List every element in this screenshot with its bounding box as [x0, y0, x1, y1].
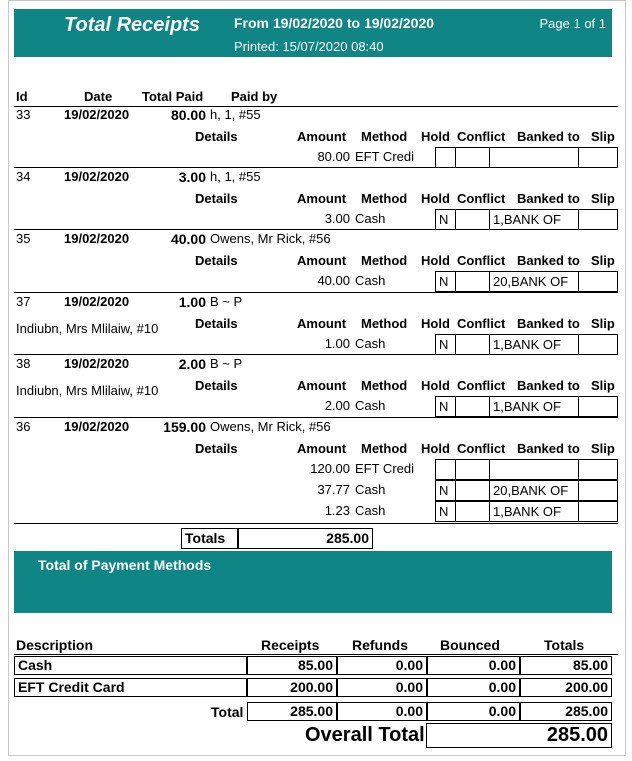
summary-header-refunds: Refunds: [352, 637, 408, 653]
detail-header-amount: Amount: [297, 253, 347, 268]
detail-header-banked-to: Banked to: [517, 378, 580, 393]
receipt-note: Indiubn, Mrs Mlilaiw, #10: [16, 383, 159, 398]
line-method: Cash: [355, 211, 386, 226]
detail-header-conflict: Conflict: [457, 129, 506, 144]
line-hold: [435, 459, 456, 480]
line-conflict: [455, 147, 490, 168]
receipt-paid-by: B ~ P: [210, 294, 243, 309]
line-method: Cash: [355, 398, 386, 413]
line-method: Cash: [355, 336, 386, 351]
detail-header-banked-to: Banked to: [517, 191, 580, 206]
col-header-id: Id: [16, 89, 28, 104]
detail-header-amount: Amount: [297, 129, 347, 144]
detail-header-amount: Amount: [297, 191, 347, 206]
detail-header-slip: Slip: [591, 316, 615, 331]
receipt-date: 19/02/2020: [64, 294, 130, 309]
summary-total-totals: 285.00: [520, 702, 612, 721]
col-header-date: Date: [84, 89, 113, 104]
totals-value: 285.00: [238, 528, 373, 549]
line-amount: 37.77: [317, 482, 350, 497]
line-hold: N: [435, 396, 456, 417]
detail-header-slip: Slip: [591, 441, 615, 456]
summary-bounced-cell: 0.00: [427, 678, 520, 697]
detail-header-hold: Hold: [421, 253, 450, 268]
detail-header-details: Details: [195, 129, 238, 144]
line-amount: 1.23: [324, 503, 350, 518]
summary-header-receipts: Receipts: [261, 637, 320, 653]
receipt-paid-by: Owens, Mr Rick, #56: [210, 419, 331, 434]
date-range: From 19/02/2020 to 19/02/2020: [234, 15, 435, 31]
line-conflict: [455, 501, 490, 522]
line-slip: [578, 147, 618, 168]
receipt-paid-by: Owens, Mr Rick, #56: [210, 231, 331, 246]
receipt-date: 19/02/2020: [64, 107, 130, 122]
detail-header-conflict: Conflict: [457, 378, 506, 393]
receipt-total: 159.00: [163, 419, 206, 435]
line-banked-to: [489, 459, 579, 480]
receipt-id: 36: [16, 419, 31, 434]
detail-header-banked-to: Banked to: [517, 253, 580, 268]
line-amount: 3.00: [324, 211, 350, 226]
line-conflict: [455, 209, 490, 230]
detail-header-amount: Amount: [297, 316, 347, 331]
summary-receipts-cell: 200.00: [247, 678, 337, 697]
summary-description-cell: EFT Credit Card: [14, 678, 247, 697]
line-slip: [578, 480, 618, 501]
summary-bounced-cell: 0.00: [427, 656, 520, 675]
detail-header-method: Method: [361, 378, 408, 393]
receipt-id: 34: [16, 169, 31, 184]
summary-header-description: Description: [16, 637, 94, 653]
line-method: EFT Credi: [355, 149, 414, 164]
receipt-paid-by: B ~ P: [210, 356, 243, 371]
line-amount: 80.00: [317, 149, 350, 164]
summary-total-label: Total: [211, 704, 244, 720]
detail-header-hold: Hold: [421, 441, 450, 456]
overall-total-value: 285.00: [426, 723, 612, 748]
detail-header-conflict: Conflict: [457, 253, 506, 268]
overall-total-label: Overall Total: [305, 724, 425, 746]
detail-header-hold: Hold: [421, 378, 450, 393]
detail-header-slip: Slip: [591, 191, 615, 206]
line-banked-to: 20,BANK OF: [489, 480, 579, 501]
line-hold: N: [435, 271, 456, 292]
line-conflict: [455, 271, 490, 292]
detail-header-slip: Slip: [591, 253, 615, 268]
detail-header-method: Method: [361, 316, 408, 331]
receipt-rule: [14, 229, 618, 230]
line-hold: N: [435, 334, 456, 355]
payment-methods-title: Total of Payment Methods: [38, 557, 212, 573]
summary-refunds-cell: 0.00: [337, 678, 427, 697]
line-amount: 1.00: [324, 336, 350, 351]
summary-receipts-cell: 85.00: [247, 656, 337, 675]
printed-timestamp: Printed: 15/07/2020 08:40: [234, 39, 384, 54]
line-amount: 2.00: [324, 398, 350, 413]
detail-header-method: Method: [361, 129, 408, 144]
line-banked-to: 1,BANK OF: [489, 209, 579, 230]
line-conflict: [455, 459, 490, 480]
line-hold: [435, 147, 456, 168]
receipt-rule: [14, 167, 618, 168]
line-slip: [578, 459, 618, 480]
line-slip: [578, 396, 618, 417]
line-hold: N: [435, 501, 456, 522]
receipt-date: 19/02/2020: [64, 231, 130, 246]
detail-header-hold: Hold: [421, 316, 450, 331]
summary-header-bounced: Bounced: [440, 637, 500, 653]
receipt-total: 80.00: [170, 107, 206, 123]
totals-label: Totals: [181, 528, 238, 549]
receipt-paid-by: h, 1, #55: [210, 107, 261, 122]
line-hold: N: [435, 480, 456, 501]
detail-header-banked-to: Banked to: [517, 129, 580, 144]
detail-header-conflict: Conflict: [457, 191, 506, 206]
line-banked-to: 20,BANK OF: [489, 271, 579, 292]
line-banked-to: 1,BANK OF: [489, 501, 579, 522]
detail-header-banked-to: Banked to: [517, 441, 580, 456]
summary-totals-cell: 85.00: [520, 656, 612, 675]
detail-header-slip: Slip: [591, 378, 615, 393]
summary-header-totals: Totals: [544, 637, 585, 653]
receipt-total: 3.00: [178, 169, 206, 185]
receipt-rule: [14, 292, 618, 293]
line-method: Cash: [355, 482, 386, 497]
receipt-rule: [14, 354, 618, 355]
detail-header-conflict: Conflict: [457, 441, 506, 456]
line-conflict: [455, 396, 490, 417]
detail-header-details: Details: [195, 191, 238, 206]
line-conflict: [455, 334, 490, 355]
line-amount: 40.00: [317, 273, 350, 288]
payment-methods-band: [14, 551, 612, 613]
line-slip: [578, 271, 618, 292]
summary-description-cell: Cash: [14, 656, 247, 675]
receipt-date: 19/02/2020: [64, 169, 130, 184]
detail-header-method: Method: [361, 253, 408, 268]
receipt-id: 33: [16, 107, 31, 122]
report-title: Total Receipts: [64, 14, 200, 36]
receipt-id: 35: [16, 231, 31, 246]
line-method: EFT Credi: [355, 461, 414, 476]
detail-header-hold: Hold: [421, 129, 450, 144]
detail-header-method: Method: [361, 441, 408, 456]
detail-header-details: Details: [195, 253, 238, 268]
summary-totals-cell: 200.00: [520, 678, 612, 697]
line-method: Cash: [355, 273, 386, 288]
summary-total-bounced: 0.00: [427, 702, 520, 721]
line-amount: 120.00: [310, 461, 350, 476]
summary-header-rule: [14, 654, 618, 655]
totals-rule: [14, 523, 618, 524]
detail-header-slip: Slip: [591, 129, 615, 144]
line-method: Cash: [355, 503, 386, 518]
line-slip: [578, 501, 618, 522]
line-hold: N: [435, 209, 456, 230]
report-header: [14, 9, 612, 57]
line-slip: [578, 334, 618, 355]
page-number: Page 1 of 1: [539, 16, 606, 31]
receipt-paid-by: h, 1, #55: [210, 169, 261, 184]
receipt-rule: [14, 417, 618, 418]
receipt-date: 19/02/2020: [64, 356, 130, 371]
detail-header-details: Details: [195, 441, 238, 456]
detail-header-banked-to: Banked to: [517, 316, 580, 331]
line-banked-to: 1,BANK OF: [489, 334, 579, 355]
detail-header-amount: Amount: [297, 441, 347, 456]
receipt-total: 40.00: [170, 231, 206, 247]
line-banked-to: [489, 147, 579, 168]
detail-header-details: Details: [195, 316, 238, 331]
line-conflict: [455, 480, 490, 501]
line-banked-to: 1,BANK OF: [489, 396, 579, 417]
detail-header-amount: Amount: [297, 378, 347, 393]
receipt-id: 38: [16, 356, 31, 371]
summary-refunds-cell: 0.00: [337, 656, 427, 675]
receipt-note: Indiubn, Mrs Mlilaiw, #10: [16, 321, 159, 336]
detail-header-method: Method: [361, 191, 408, 206]
col-header-paid-by: Paid by: [231, 89, 278, 104]
line-slip: [578, 209, 618, 230]
detail-header-details: Details: [195, 378, 238, 393]
detail-header-hold: Hold: [421, 191, 450, 206]
receipt-date: 19/02/2020: [64, 419, 130, 434]
receipt-total: 1.00: [178, 294, 206, 310]
summary-total-refunds: 0.00: [337, 702, 427, 721]
receipt-total: 2.00: [178, 356, 206, 372]
receipt-id: 37: [16, 294, 31, 309]
summary-total-receipts: 285.00: [247, 702, 337, 721]
detail-header-conflict: Conflict: [457, 316, 506, 331]
col-header-total-paid: Total Paid: [142, 89, 204, 104]
